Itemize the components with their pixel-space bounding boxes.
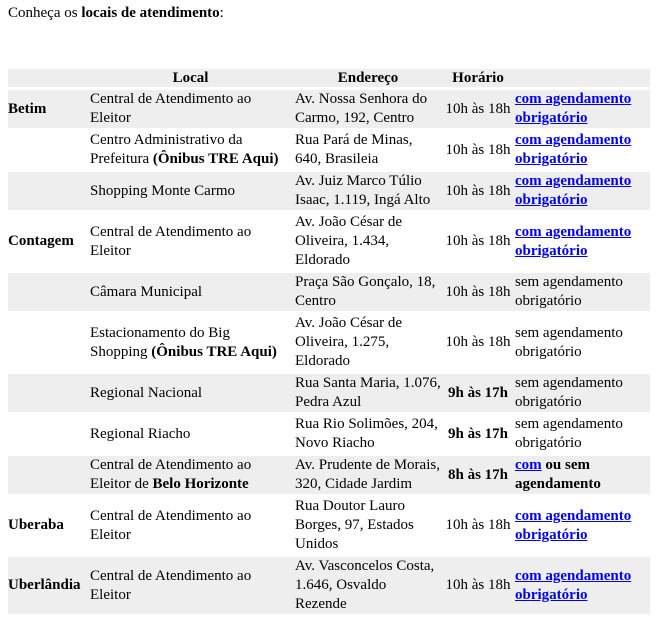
table-row <box>8 131 650 169</box>
schedule-cell <box>513 314 650 371</box>
city-cell <box>8 131 88 169</box>
schedule-cell <box>513 213 650 270</box>
local-cell <box>88 213 293 270</box>
local-cell <box>88 172 293 210</box>
city-cell <box>8 314 88 371</box>
hours-cell: 10h às 18h <box>443 273 513 311</box>
address-cell: Av. Juiz Marco Túlio Isaac, 1.119, Ingá Alto <box>293 172 443 210</box>
schedule-text: sem agendamento obrigatório <box>515 375 623 410</box>
city-cell <box>8 415 88 453</box>
schedule-cell <box>513 90 650 128</box>
table-row <box>8 273 650 311</box>
city-cell: Uberaba <box>8 517 64 533</box>
address-cell: Av. João César de Oliveira, 1.275, Eldorado <box>295 315 403 369</box>
city-cell: Contagem <box>8 233 74 249</box>
schedule-cell <box>513 374 650 412</box>
header-agendamento <box>513 69 650 87</box>
header-horario: Horário <box>443 69 513 87</box>
address-cell: Rua Doutor Lauro Borges, 97, Estados Unidos <box>295 498 414 552</box>
local-name: Central de Atendimento ao Eleitor <box>90 91 252 126</box>
schedule-link[interactable]: com agendamento obrigatório <box>515 567 632 603</box>
local-name: Estacionamento do Big Shopping <box>90 324 230 360</box>
schedule-text: ou sem agendamento <box>515 457 601 492</box>
address-cell: Av. João César de Oliveira, 1.434, Eldorado <box>295 214 403 268</box>
hours-cell: 10h às 18h <box>445 517 511 533</box>
local-name: Central de Atendimento ao Eleitor de <box>90 457 252 492</box>
local-bold: Belo Horizonte <box>152 476 249 492</box>
schedule-link[interactable]: com agendamento obrigatório <box>515 132 632 167</box>
local-name: Regional Riacho <box>90 425 191 442</box>
address-cell: Av. Vasconcelos Costa, 1.646, Osvaldo Rezende <box>293 557 443 614</box>
local-name: Shopping Monte Carmo <box>90 182 235 199</box>
table-row <box>8 497 650 554</box>
intro-prefix: Conheça os <box>8 5 82 21</box>
hours-cell: 10h às 18h <box>443 90 513 128</box>
local-name: Câmara Municipal <box>90 283 203 300</box>
table-row <box>8 90 650 128</box>
local-name: Centro Administrativo da Prefeitura <box>90 132 243 167</box>
table-body <box>8 90 650 614</box>
intro-text <box>8 4 224 22</box>
intro-bold: locais de atendimento <box>81 5 220 21</box>
city-cell <box>8 273 88 311</box>
schedule-link[interactable]: com agendamento obrigatório <box>515 91 632 126</box>
local-cell <box>88 497 293 554</box>
schedule-cell <box>513 131 650 169</box>
hours-cell: 9h às 17h <box>443 374 513 412</box>
locations-table <box>8 66 650 617</box>
city-cell <box>8 172 88 210</box>
address-cell: Rua Rio Solimões, 204, Novo Riacho <box>295 416 438 451</box>
local-name: Regional Nacional <box>90 384 203 401</box>
local-name: Central de Atendimento ao Eleitor <box>90 507 252 543</box>
address-cell: Av. Nossa Senhora do Carmo, 192, Centro <box>293 90 443 128</box>
hours-cell: 9h às 17h <box>447 425 509 442</box>
hours-cell: 8h às 17h <box>443 456 513 494</box>
address-cell: Praça São Gonçalo, 18, Centro <box>293 273 443 311</box>
local-bold: (Ônibus TRE Aqui) <box>151 343 277 360</box>
local-cell <box>88 273 293 311</box>
schedule-link[interactable]: com <box>515 457 542 473</box>
city-cell <box>8 456 88 494</box>
schedule-link[interactable]: com agendamento obrigatório <box>515 507 632 543</box>
header-local: Local <box>88 69 293 87</box>
schedule-text: sem agendamento obrigatório <box>515 416 623 451</box>
hours-cell: 10h às 18h <box>445 334 511 350</box>
address-cell: Av. Prudente de Morais, 320, Cidade Jardim <box>293 456 443 494</box>
address-cell: Rua Santa Maria, 1.076, Pedra Azul <box>293 374 443 412</box>
header-city <box>8 69 88 87</box>
schedule-text: sem agendamento obrigatório <box>515 324 623 360</box>
hours-cell: 10h às 18h <box>443 172 513 210</box>
hours-cell: 10h às 18h <box>445 233 511 249</box>
schedule-link[interactable]: com agendamento obrigatório <box>515 223 632 259</box>
schedule-cell <box>513 273 650 311</box>
table-row <box>8 374 650 412</box>
city-cell: Uberlândia <box>8 557 88 614</box>
local-cell <box>88 90 293 128</box>
local-cell <box>88 456 293 494</box>
header-endereco: Endereço <box>293 69 443 87</box>
local-bold: (Ônibus TRE Aqui) <box>152 151 279 167</box>
local-name: Central de Atendimento ao Eleitor <box>90 223 252 259</box>
table-row <box>8 415 650 453</box>
schedule-cell <box>513 172 650 210</box>
table-row <box>8 456 650 494</box>
schedule-link[interactable]: com agendamento obrigatório <box>515 173 632 208</box>
schedule-cell <box>513 456 650 494</box>
local-cell <box>88 131 293 169</box>
local-cell <box>88 374 293 412</box>
schedule-cell <box>513 497 650 554</box>
table-row <box>8 314 650 371</box>
local-cell <box>88 415 293 453</box>
schedule-text: sem agendamento obrigatório <box>515 274 623 309</box>
table-header-row <box>8 69 650 87</box>
local-name: Central de Atendimento ao Eleitor <box>90 567 252 603</box>
schedule-cell <box>513 415 650 453</box>
address-cell: Rua Pará de Minas, 640, Brasileia <box>295 132 413 167</box>
local-cell <box>88 314 293 371</box>
city-cell <box>8 374 88 412</box>
hours-cell: 10h às 18h <box>445 141 511 158</box>
hours-cell: 10h às 18h <box>443 557 513 614</box>
city-cell: Betim <box>8 90 88 128</box>
table-row <box>8 172 650 210</box>
table-row <box>8 213 650 270</box>
intro-suffix: : <box>219 5 224 21</box>
